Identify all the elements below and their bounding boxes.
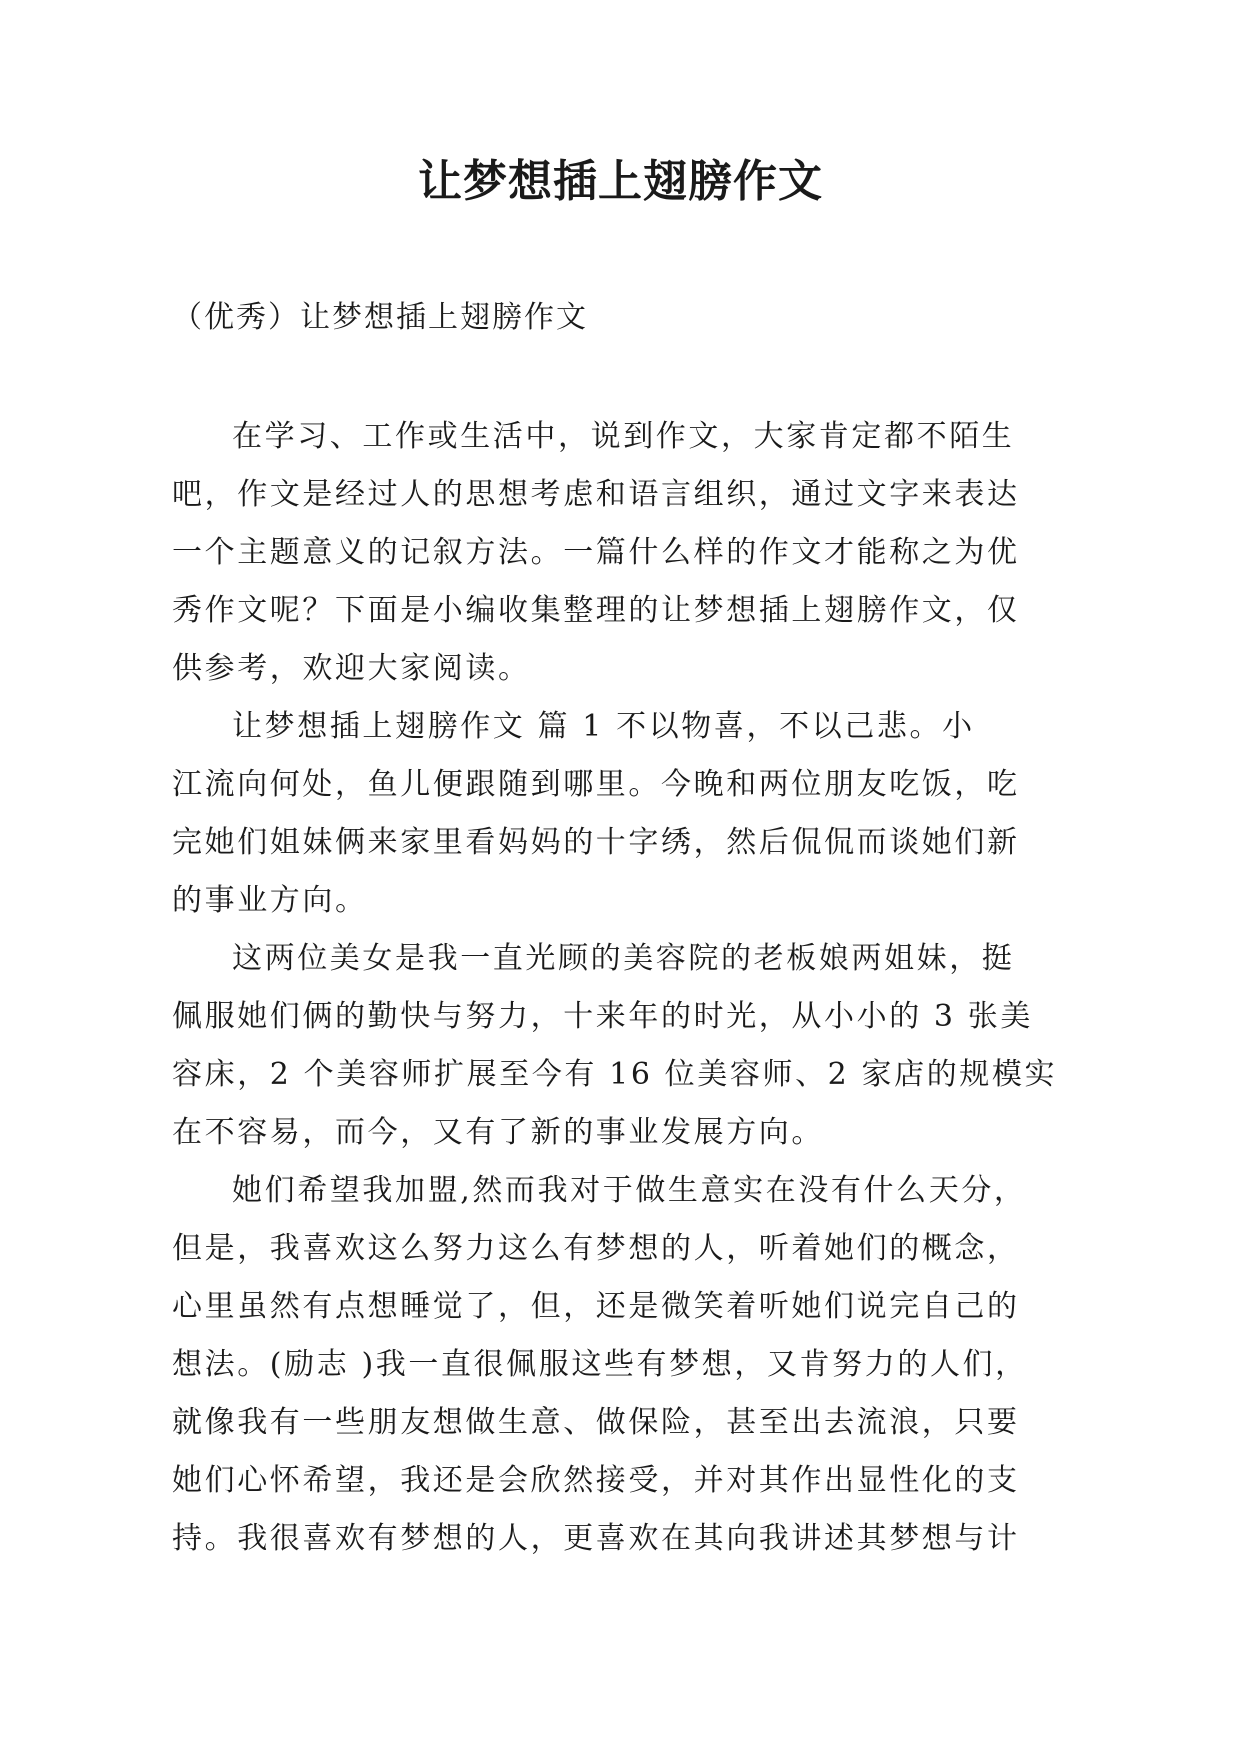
document-title: 让梦想插上翅膀作文 xyxy=(418,156,823,207)
body-text-line: 这两位美女是我一直光顾的美容院的老板娘两姐妹，挺 xyxy=(232,941,1015,976)
document-subtitle: （优秀）让梦想插上翅膀作文 xyxy=(172,300,588,335)
body-text-line: 就像我有一些朋友想做生意、做保险，甚至出去流浪，只要 xyxy=(172,1405,1020,1440)
body-text-line: 吧，作文是经过人的思想考虑和语言组织，通过文字来表达 xyxy=(172,477,1020,512)
body-text-line: 完她们姐妹俩来家里看妈妈的十字绣，然后侃侃而谈她们新 xyxy=(172,825,1020,860)
body-text-line: 在学习、工作或生活中，说到作文，大家肯定都不陌生 xyxy=(232,419,1015,454)
body-text-line: 心里虽然有点想睡觉了，但，还是微笑着听她们说完自己的 xyxy=(172,1289,1020,1324)
body-text-line: 一个主题意义的记叙方法。一篇什么样的作文才能称之为优 xyxy=(172,535,1020,570)
body-text-line: 供参考，欢迎大家阅读。 xyxy=(172,651,531,686)
body-text-line: 佩服她们俩的勤快与努力，十来年的时光，从小小的 3 张美 xyxy=(172,999,1033,1034)
body-text-line: 让梦想插上翅膀作文 篇 1 不以物喜，不以己悲。小 xyxy=(232,709,975,744)
body-text-line: 秀作文呢？下面是小编收集整理的让梦想插上翅膀作文，仅 xyxy=(172,593,1020,628)
body-text-line: 持。我很喜欢有梦想的人，更喜欢在其向我讲述其梦想与计 xyxy=(172,1521,1020,1556)
body-text-line: 但是，我喜欢这么努力这么有梦想的人，听着她们的概念， xyxy=(172,1231,1020,1266)
body-text-line: 她们心怀希望，我还是会欣然接受，并对其作出显性化的支 xyxy=(172,1463,1020,1498)
body-text-line: 江流向何处，鱼儿便跟随到哪里。今晚和两位朋友吃饭，吃 xyxy=(172,767,1020,802)
body-text-line: 容床，2 个美容师扩展至今有 16 位美容师、2 家店的规模实 xyxy=(172,1057,1058,1092)
body-text-line: 的事业方向。 xyxy=(172,883,368,918)
body-text-line: 想法。(励志 )我一直很佩服这些有梦想，又肯努力的人们， xyxy=(172,1347,1028,1382)
document-body xyxy=(172,408,1072,1568)
body-text-line: 在不容易，而今，又有了新的事业发展方向。 xyxy=(172,1115,824,1150)
body-text-line: 她们希望我加盟,然而我对于做生意实在没有什么天分， xyxy=(232,1173,1027,1208)
